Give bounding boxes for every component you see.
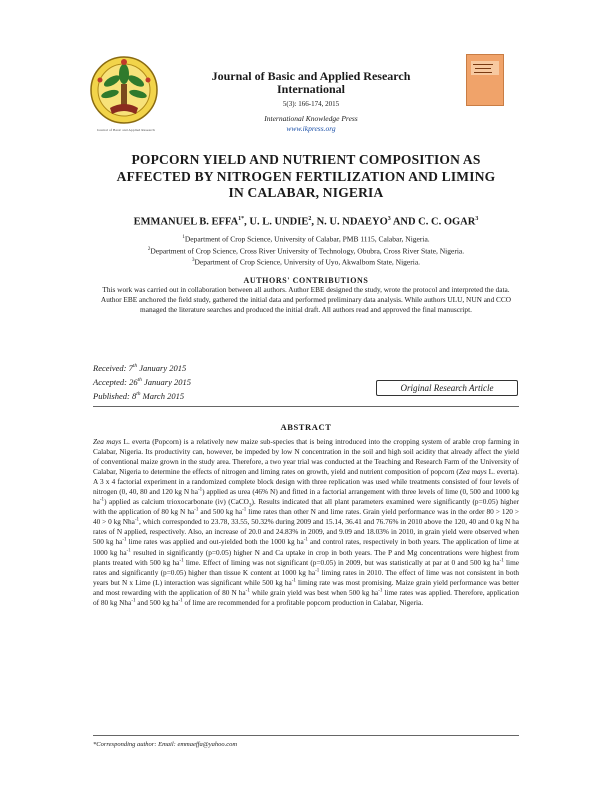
accepted-date: Accepted: 26th January 2015 <box>93 376 191 387</box>
published-date: Published: 8th March 2015 <box>93 390 185 401</box>
logo-caption: Journal of Basic and Applied Research <box>96 128 156 132</box>
publisher-link[interactable]: www.ikpress.org <box>286 124 336 133</box>
article-type-badge: Original Research Article <box>376 380 518 396</box>
author-list: EMMANUEL B. $EFFA^{1*}$, U. L. UNDIE$^2$, N. U. NDAEYO$^3$ AND C. C. OGAR$^3$ <box>133 216 479 228</box>
journal-title: Journal of Basic and Applied Research International <box>211 69 411 96</box>
publisher-name: International Knowledge Press <box>264 114 358 123</box>
contributions-text: This work was carried out in collaboration between all authors. Author EBE designed the study, wrote the protocol and interpreted the data. Author EBE anchored the field study, gathered the initial data and performed preliminary data analysis. While authors ULU, NUN and CCO managed the literature searches and produced the initial draft. All authors read and approved the final manuscript. <box>100 285 512 314</box>
paper-title: POPCORN YIELD AND NUTRIENT COMPOSITION AS AFFECTED BY NITROGEN FERTILIZATION AND LIMING IN CALABAR, NIGERIA <box>116 152 496 200</box>
journal-header <box>0 50 612 140</box>
journal-cover-thumbnail <box>466 54 504 106</box>
footnote-divider <box>93 735 519 736</box>
affiliation-1: $^1$Department of Crop Science, University of Calabar, PMB 1115, Calabar, Nigeria. <box>182 234 430 244</box>
affiliation-2: $^2$Department of Crop Science, Cross River University of Technology, Obubra, Cross River State, Nigeria. <box>147 246 465 255</box>
journal-info <box>196 70 426 133</box>
journal-issue: 5(3): 166-174, 2015 <box>282 100 340 108</box>
corresponding-author-footnote: *Corresponding author: Email: emmaeffa@yahoo.com <box>93 741 238 748</box>
affiliations <box>60 233 552 268</box>
contributions-heading: AUTHORS' CONTRIBUTIONS <box>243 276 369 285</box>
affiliation-3: $^3$Department of Crop Science, University of Uyo, Akwalbom State, Nigeria. <box>191 257 421 267</box>
abstract-body: Zea mays L. everta (Popcorn) is a relatively new maize sub-species that is being introduced into the cropping system of arable crop farming in Calabar, Nigeria. Its productivity can, however, be impeded by low N concentration in the soil and high soil acidity that already affect the yield of conventional maize grown in the study area. Therefore, a two year trial was conducted at the Teaching and Research Farm of the University of Calabar, Nigeria to determine the effects of nitrogen and liming rates on growth, yield and nutrient composition of popcorn (Zea mays L. everta). A 3 x 4 factorial experiment in a randomized complete block design with three replication was used while treatments consisted of four levels of nitrogen (0, 40, 80 and 120 kg N $ha^{-1}$) applied as urea (46% N) and fitted in a factorial arrangement with three levels of lime (0, 500 and 1000 kg $ha^{-1}$) applied as calcium trioxocarbonate (iv) (CaCO$_3$). Results indicated that all plant parameters examined were significantly (p=0.05) higher with the application of 80 kg N $ha^{-1}$ and 500 kg $ha^{-1}$ lime rates than other N and lime rates. Grain yield performance was in the order 80 > 120 > 40 > 0 kg Nha$^{-1}$, which corresponded to 23.78, 33.55, 50.32% during 2009 and 15.14, 36.41 and 76.76% in 2010 above the 120, 40 and 0 kg N ha rates of N applied, respectively. Also, an increase of 20.0 and 24.83% in 2009, and 9.09 and 18.03% in 2010, in grain yield were observed when 500 kg $ha^{-1}$ lime rates was applied and out-yielded both the 1000 kg $ha^{-1}$ and control rates, respectively in both years. The application of lime at 1000 kg $ha^{-1}$ resulted in significantly (p=0.05) higher N and Ca uptake in crop in both years. The P and Mg concentrations were highest from plants treated with 500 kg $ha^{-1}$ lime. Effect of liming was not significant (p=0.05) in 2009, but was statistically at par at 0 and 500 kg $ha^{-1}$ lime rates and significantly (p=0.05) higher than tissue K content at 1000 kg $ha^{-1}$ liming rates in 2010. The effect of lime was not consistent in both years but N x Lime (L) interaction was significant while 500 kg $ha^{-1}$ liming rate was most promising. Maize grain yield performance was better and most rewarding with the application of 80 N $ha^{-1}$ while grain yield was best when 500 kg $ha^{-1}$ lime rates was applied. Therefore, application of 80 kg Nha$^{-1}$ and 500 kg $ha^{-1}$ of lime are recommended for a profitable popcorn production in Calabar, Nigeria. <box>93 437 520 607</box>
received-date: Received: 7th January 2015 <box>93 362 187 373</box>
divider <box>93 406 519 407</box>
abstract-heading: ABSTRACT <box>280 422 332 432</box>
journal-logo <box>88 54 160 130</box>
article-dates <box>93 360 293 401</box>
